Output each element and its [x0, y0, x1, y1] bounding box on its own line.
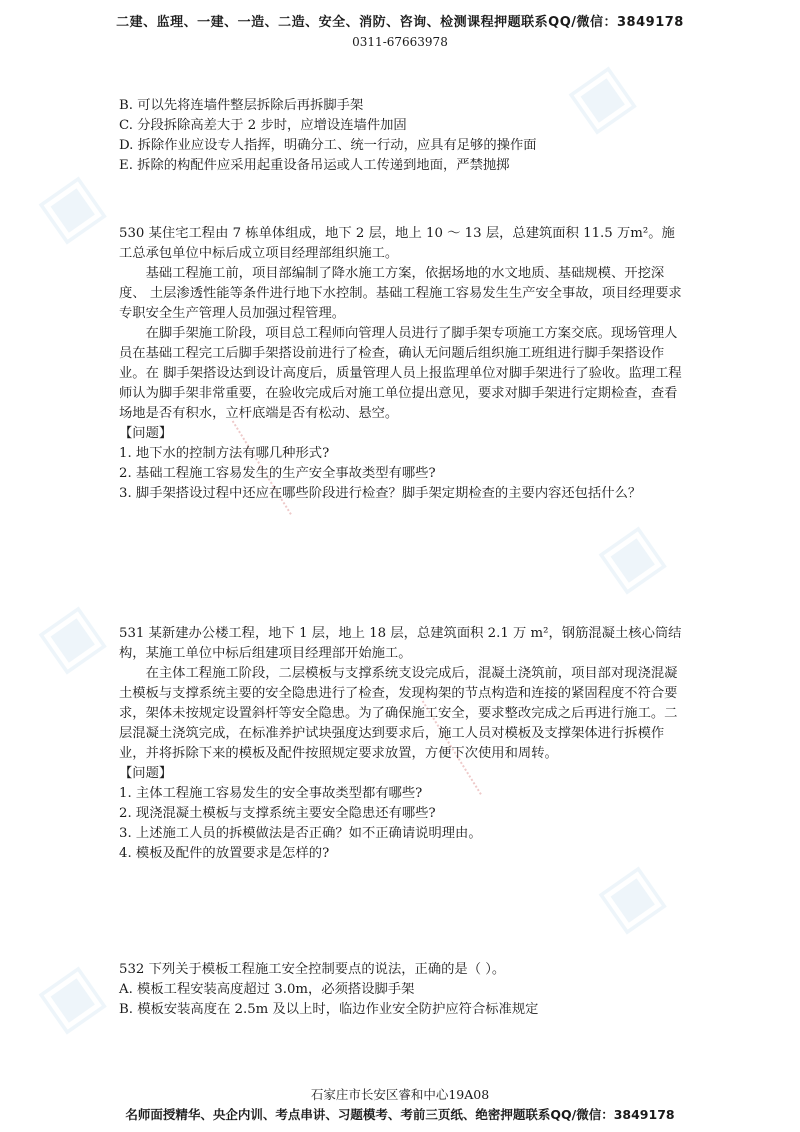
header-phone: 0311-67663978: [352, 35, 448, 49]
question-530: [119, 224, 685, 504]
watermark: ▣: [584, 509, 677, 605]
question-530-heading: 【问题】: [119, 426, 173, 441]
option-b: B. 可以先将连墙件整层拆除后再拆脚手架: [119, 98, 364, 113]
watermark: ▣: [24, 159, 117, 255]
watermark: ▣: [24, 949, 117, 1045]
header-title: 二建、监理、一建、一造、二造、安全、消防、咨询、检测课程押题联系QQ/微信：3849178: [116, 15, 684, 30]
page-header: [0, 14, 800, 50]
question-531-intro: 531 某新建办公楼工程，地下 1 层，地上 18 层，总建筑面积 2.1 万 m²，钢筋混凝土核心筒结构，某施工单位中标后组建项目经理部开始施工。: [119, 626, 682, 661]
question-531-item-4: 4. 模板及配件的放置要求是怎样的?: [119, 846, 330, 861]
question-532-option-a: A. 模板工程安装高度超过 3.0m，必须搭设脚手架: [119, 982, 415, 997]
options-top-block: [119, 96, 685, 176]
option-c: C. 分段拆除高差大于 2 步时，应增设连墙件加固: [119, 118, 407, 133]
watermark: ▣: [554, 49, 647, 145]
question-531-item-3: 3. 上述施工人员的拆模做法是否正确？如不正确请说明理由。: [119, 826, 482, 841]
question-530-item-1: 1. 地下水的控制方法有哪几种形式?: [119, 446, 330, 461]
question-531-para1: 在主体工程施工阶段，二层模板与支撑系统支设完成后，混凝土浇筑前，项目部对现浇混凝土模板与支撑系统主要的安全隐患进行了检查，发现构架的节点构造和连接的紧固程度不符合要求，架体未按规定设置斜杆等安全隐患。为了确保施工安全，要求整改完成之后再进行施工。二层混凝土浇筑完成，在标准养护试块强度达到要求后，施工人员对模板及支撑架体进行拆模作业，并将拆除下来的模板及配件按照规定要求放置，方便下次使用和周转。: [119, 666, 678, 761]
question-530-para1: 基础工程施工前，项目部编制了降水施工方案，依据场地的水文地质、基础规模、开挖深度、 土层渗透性能等条件进行地下水控制。基础工程施工容易发生生产安全事故，项目经理要求专职安全生产管理人员加强过程管理。: [119, 266, 682, 321]
question-530-item-2: 2. 基础工程施工容易发生的生产安全事故类型有哪些?: [119, 466, 436, 481]
page-footer: [0, 1086, 800, 1124]
question-531-item-1: 1. 主体工程施工容易发生的安全事故类型都有哪些?: [119, 786, 423, 801]
watermark: ▣: [24, 589, 117, 685]
footer-ad: 名师面授精华、央企内训、考点串讲、习题模考、考前三页纸、绝密押题联系QQ/微信：3849178: [125, 1107, 675, 1122]
question-532-stem: 532 下列关于模板工程施工安全控制要点的说法，正确的是（ ）。: [119, 962, 506, 977]
question-532: [119, 960, 685, 1020]
footer-address: 石家庄市长安区睿和中心19A08: [310, 1087, 490, 1102]
question-532-option-b: B. 模板安装高度在 2.5m 及以上时，临边作业安全防护应符合标准规定: [119, 1002, 539, 1017]
question-531: [119, 624, 685, 864]
option-e: E. 拆除的构配件应采用起重设备吊运或人工传递到地面，严禁抛掷: [119, 158, 510, 173]
question-531-heading: 【问题】: [119, 766, 173, 781]
question-530-para2: 在脚手架施工阶段，项目总工程师向管理人员进行了脚手架专项施工方案交底。现场管理人员在基础工程完工后脚手架搭设前进行了检查，确认无问题后组织施工班组进行脚手架搭设作业。在 脚手架搭设达到设计高度后，质量管理人员上报监理单位对脚手架进行了验收。监理工程师认为脚手架非常重要，在验收完成后对施工单位提出意见，要求对脚手架进行定期检查，查看场地是否有积水，立杆底端是否有松动、悬空。: [119, 326, 682, 421]
option-d: D. 拆除作业应设专人指挥，明确分工、统一行动，应具有足够的操作面: [119, 138, 537, 153]
watermark: ▣: [584, 849, 677, 945]
question-531-item-2: 2. 现浇混凝土模板与支撑系统主要安全隐患还有哪些?: [119, 806, 436, 821]
question-530-item-3: 3. 脚手架搭设过程中还应在哪些阶段进行检查？脚手架定期检查的主要内容还包括什么？: [119, 486, 642, 501]
question-530-intro: 530 某住宅工程由 7 栋单体组成，地下 2 层，地上 10 ～ 13 层，总建筑面积 11.5 万m²。施工总承包单位中标后成立项目经理部组织施工。: [119, 226, 675, 261]
